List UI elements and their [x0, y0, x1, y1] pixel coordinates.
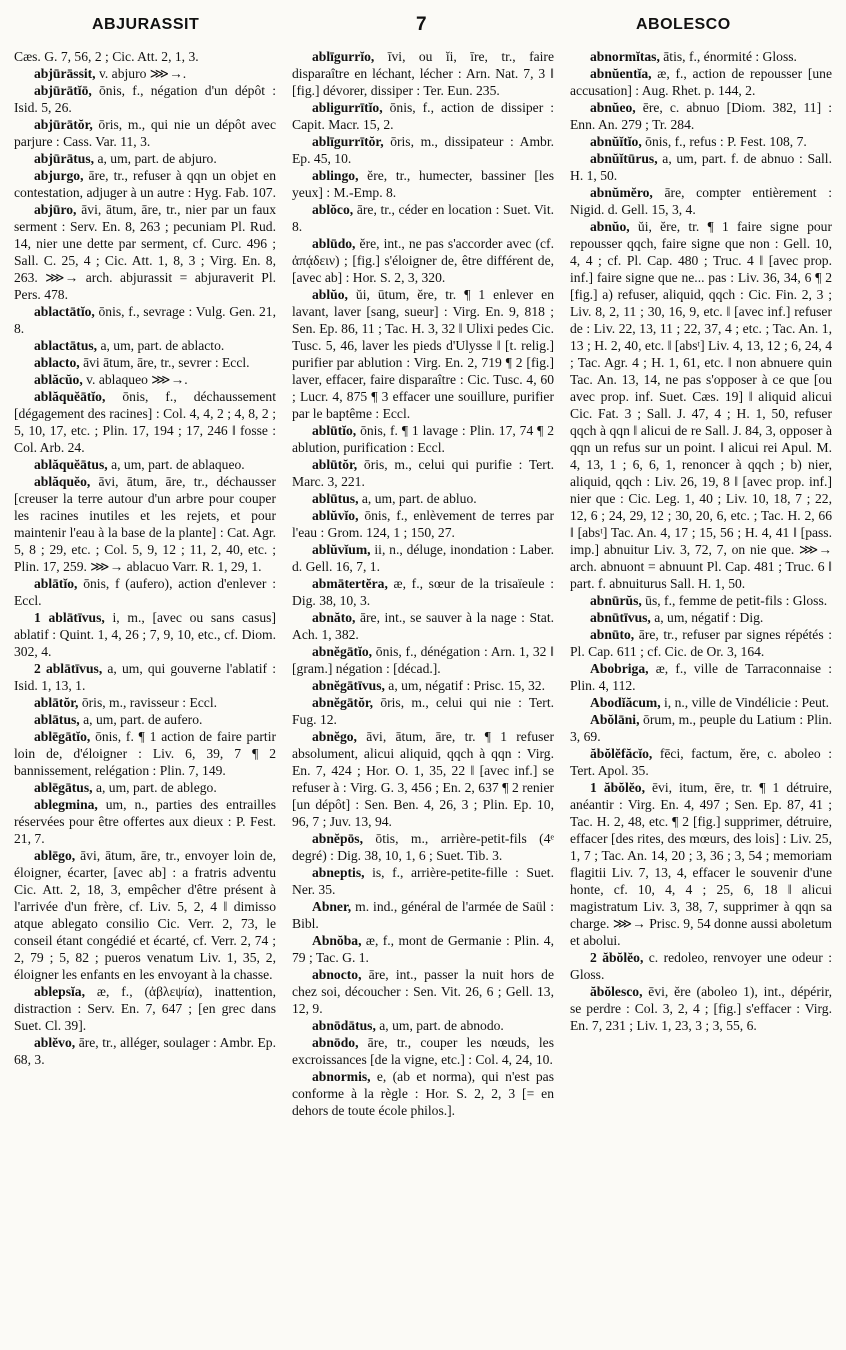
dictionary-entry	[14, 150, 276, 167]
entry-definition: āre, int., se sauver à la nage : Stat. Ach. 1, 382.	[292, 610, 554, 642]
dictionary-entry	[570, 949, 832, 983]
entry-definition: æ, f., (ἀβλεψία), inattention, distraction : Serv. En. 7, 647 ; [en grec dans Suet. Cl. 39].	[14, 984, 276, 1033]
dictionary-entry	[292, 235, 554, 286]
entry-headword: Abnŏba,	[312, 933, 362, 948]
entry-headword: ablātĭo,	[34, 576, 78, 591]
dictionary-entry	[570, 184, 832, 218]
entry-headword: abnormis,	[312, 1069, 371, 1084]
entry-definition: ŭi, ĕre, tr. ¶ 1 faire signe pour repousser qqch, faire signe que non : Gell. 10, 4, 4 ; cf. Pl. Cap. 480 ; Truc. 4 ‖ [avec prop. inf.] faire signe que ne... pas : Liv. 36, 34, 6 ¶ 2 [fig.] a) refuser, aliquid, qqch : Cic. Fin. 2, 3 ; Liv. 8, 2, 11 ; 30, 16, 9, etc. ‖ [avec inf.] refuser de : Liv. 22, 13, 11 ; 22, 37, 4 ; etc. ; Tac. An. 1, 13 ; H. 2, 40, etc. ‖ [absᵗ] Liv. 4, 13, 12 ; 6, 24, 4 ; Tac. Agr. 4 ; H. 1, 61, etc. ‖ non abnuere quin Tac. An. 13, 14, ne pas s'opposer à ce que [ou avec prop. inf. Suet. Cæs. 19] ‖ aliquid alicui Cic. Fat. 3 ; Sall. J. 47, 4 ; H. 1, 50, refuser qqch à qqn ‖ alicui de re Sall. J. 84, 3, opposer à qqn un refus sur un point. ‖ alicui rei Apul. M. 4, 13, 1 ; 6, 6, 1, renoncer à qqch ; b) nier, aliquid, qqch : Liv. 26, 19, 8 ‖ [avec prop. inf.] nier que : Cic. Leg. 1, 40 ; Liv. 10, 18, 7 ; 22, 12, 6 ; 24, 29, 12 ; 30, 20, 6, etc. ; Tac. H. 2, 66 ‖ [absᵗ] Tac. An. 4, 17 ; 15, 56 ; H. 4, 41 ‖ [pass. imp.] abnuitur Liv. 3, 72, 7, on nie que. ⋙→ arch. abnuont = abnuunt Pl. Cap. 481 ; Truc. 6 ‖ part. f. abnuiturus Sall. H. 1, 50.	[570, 219, 832, 591]
dictionary-entry	[292, 1017, 554, 1034]
entry-headword: ablegmina,	[34, 797, 98, 812]
dictionary-entry	[14, 82, 276, 116]
entry-definition: āre, compter entièrement : Nigid. d. Gell. 15, 3, 4.	[570, 185, 832, 217]
dictionary-entry	[292, 286, 554, 422]
entry-definition: ōnis, f (aufero), action d'enlever : Eccl.	[14, 576, 276, 608]
entry-definition: is, f., arrière-petite-fille : Suet. Ner. 35.	[292, 865, 554, 897]
entry-definition: ēvi, ĕre (aboleo 1), int., dépérir, se perdre : Col. 3, 2, 4 ; [fig.] s'effacer : Virg. En. 7, 231 ; Liv. 1, 23, 3 ; 3, 55, 6.	[570, 984, 832, 1033]
entry-definition: a, um, part. de abluo.	[358, 491, 477, 506]
entry-definition: a, um, part. de abjuro.	[94, 151, 217, 166]
entry-definition: a, um, part. de ablaqueo.	[107, 457, 245, 472]
column-right	[570, 48, 832, 1344]
entry-headword: Abobriga,	[590, 661, 649, 676]
entry-headword: ablūtus,	[312, 491, 359, 506]
entry-definition: ŭi, ūtum, ĕre, tr. ¶ 1 enlever en lavant, laver [sang, sueur] : Virg. En. 9, 818 ; Sen. Ep. 86, 11 ; Tac. H. 3, 32 ‖ Ulixi pedes Cic. Tusc. 5, 46, laver les pieds d'Ulysse ‖ [t. relig.] purifier par ablution : Virg. En. 2, 719 ¶ 2 [fig.] laver, effacer, faire disparaître : Cic. Tusc. 4, 60 ; Lucr. 4, 875 ¶ 3 effacer une souillure, purifier par le baptême : Eccl.	[292, 287, 554, 421]
entry-headword: abnōdātus,	[312, 1018, 376, 1033]
entry-headword: ăbŏlesco,	[590, 984, 643, 999]
dictionary-entry	[570, 133, 832, 150]
dictionary-entry	[292, 99, 554, 133]
dictionary-entry	[292, 133, 554, 167]
entry-headword: abnĕgātīvus,	[312, 678, 385, 693]
dictionary-entry	[570, 626, 832, 660]
entry-definition: um, n., parties des entrailles réservées pour être offertes aux dieux : P. Fest. 21, 7.	[14, 797, 276, 846]
entry-headword: abnūto,	[590, 627, 635, 642]
dictionary-entry	[570, 592, 832, 609]
dictionary-entry	[570, 48, 832, 65]
dictionary-entry	[292, 575, 554, 609]
entry-headword: abnĕpōs,	[312, 831, 363, 846]
dictionary-entry	[292, 422, 554, 456]
entry-definition: ōnis, f., déchaussement [dégagement des racines] : Col. 4, 4, 2 ; 4, 8, 2 ; 5, 10, 17, etc. ; Plin. 17, 194 ; 17, 246 ‖ fosse : Col. Arb. 24.	[14, 389, 276, 455]
entry-definition: ōris, m., ravisseur : Eccl.	[78, 695, 217, 710]
entry-headword: abnōdo,	[312, 1035, 359, 1050]
entry-definition: i, n., ville de Vindélicie : Peut.	[660, 695, 830, 710]
entry-headword: ablăquĕātus,	[34, 457, 108, 472]
dictionary-entry	[570, 99, 832, 133]
entry-definition: ōtis, m., arrière-petit-fils (4ᵉ degré) : Dig. 38, 10, 1, 6 ; Suet. Tib. 3.	[292, 831, 554, 863]
dictionary-entry	[14, 456, 276, 473]
entry-headword: ablīgurrĭo,	[312, 49, 375, 64]
dictionary-entry	[292, 609, 554, 643]
entry-headword: abligurrītĭo,	[312, 100, 383, 115]
entry-definition: āvi, ātum, āre, tr., envoyer loin de, éloigner, écarter, [avec ab] : a fratris adventu Cic. Att. 2, 18, 3, empêcher d'être présent à l'arrivée d'un frère, cf. Liv. 5, 2, 4 ‖ dimisso atque ablegato consilio Cic. Verr. 2, 73, le conseil étant congédié et écarté, cf. Verr. 2, 74 ; 2, 79 ; 5, 82 ; pueros venatum Liv. 1, 35, 2, éloigner les enfants en les envoyant à la chasse.	[14, 848, 276, 982]
dictionary-entry	[292, 507, 554, 541]
entry-definition: ōnis, f., sevrage : Vulg. Gen. 21, 8.	[14, 304, 276, 336]
entry-headword: abmātertĕra,	[312, 576, 388, 591]
entry-definition: æ, f., ville de Tarraconnaise : Plin. 4, 112.	[570, 661, 832, 693]
entry-definition: ūs, f., femme de petit-fils : Gloss.	[641, 593, 828, 608]
dictionary-entry	[570, 609, 832, 626]
column-left	[14, 48, 276, 1344]
entry-headword: ablŭo,	[312, 287, 348, 302]
dictionary-entry	[14, 1034, 276, 1068]
entry-definition: ii, n., déluge, inondation : Laber. d. Gell. 16, 7, 1.	[292, 542, 554, 574]
dictionary-entry	[292, 728, 554, 830]
entry-definition: ōnis, f., refus : P. Fest. 108, 7.	[641, 134, 807, 149]
entry-headword: 1 ablātīvus,	[34, 610, 105, 625]
entry-definition: e, (ab et norma), qui n'est pas conforme à la règle : Hor. S. 2, 2, 3 [= en dehors de toute école philos.].	[292, 1069, 554, 1118]
entry-definition: ōnis, f., dénégation : Arn. 1, 32 ‖ [gram.] négation : [décad.].	[292, 644, 554, 676]
entry-definition: c. redoleo, renvoyer une odeur : Gloss.	[570, 950, 832, 982]
entry-headword: abnūtīvus,	[590, 610, 651, 625]
entry-headword: abnŭentĭa,	[590, 66, 652, 81]
entry-headword: ablēgātĭo,	[34, 729, 91, 744]
entry-definition: āre, tr., refuser par signes répétés : Pl. Cap. 611 ; cf. Cic. de Or. 3, 164.	[570, 627, 832, 659]
dictionary-entry	[292, 694, 554, 728]
entry-definition: ĕre, tr., humecter, bassiner [les yeux] : M.-Emp. 8.	[292, 168, 554, 200]
entry-definition: ēvi, itum, ēre, tr. ¶ 1 détruire, anéantir : Virg. En. 4, 497 ; Sen. Ep. 87, 41 ; Tac. H. 2, 48, etc. ¶ 2 [fig.] supprimer, détruire, effacer [des rites, des mœurs, des lois] : Liv. 25, 1, 7 ; Tac. An. 14, 20 ; 3, 36 ; 3, 54 ; memoriam flagitii Liv. 7, 13, 4, effacer le souvenir d'une honte, cf. 10, 4, 4 ; 25, 6, 18 ‖ alicui magistratum Liv. 3, 38, 7, supprimer à qqn sa charge. ⋙→ Prisc. 9, 54 donne aussi aboletum et abolui.	[570, 780, 832, 948]
right-guide-word: ABOLESCO	[636, 16, 731, 33]
entry-headword: abjūrāssit,	[34, 66, 96, 81]
entry-definition: a, um, part. de abnodo.	[375, 1018, 504, 1033]
entry-definition: ōrum, m., peuple du Latium : Plin. 3, 69.	[570, 712, 832, 744]
dictionary-entry	[292, 1068, 554, 1119]
entry-definition: ātis, f., énormité : Gloss.	[659, 49, 797, 64]
entry-headword: abnăto,	[312, 610, 356, 625]
dictionary-entry	[14, 694, 276, 711]
entry-definition: āvi, ātum, āre, tr. ¶ 1 refuser absolument, alicui aliquid, qqch à qqn : Virg. En. 7, 424 ; Hor. O. 1, 35, 22 ‖ [avec inf.] se refuser à : Virg. G. 3, 456 ; En. 2, 637 ¶ 2 renier [un dépôt] : Sen. Ben. 4, 26, 3 ; Plin. Ep. 10, 96, 7 ; Juv. 13, 94.	[292, 729, 554, 829]
dictionary-entry	[570, 694, 832, 711]
dictionary-entry	[570, 65, 832, 99]
dictionary-entry	[14, 337, 276, 354]
entry-definition: āre, tr., céder en location : Suet. Vit. 8.	[292, 202, 554, 234]
entry-headword: ablēgo,	[34, 848, 76, 863]
entry-headword: abjūrātĭō,	[34, 83, 92, 98]
dictionary-entry	[292, 1034, 554, 1068]
dictionary-entry	[14, 354, 276, 371]
entry-definition: a, um, négatif : Dig.	[650, 610, 764, 625]
entry-headword: ablingo,	[312, 168, 359, 183]
entry-definition: æ, f., action de repousser [une accusation] : Aug. Rhet. p. 144, 2.	[570, 66, 832, 98]
dictionary-entry	[292, 541, 554, 575]
entry-headword: Abodĭăcum,	[590, 695, 661, 710]
dictionary-entry	[570, 150, 832, 184]
entry-headword: ablăquĕo,	[34, 474, 91, 489]
dictionary-entry	[570, 779, 832, 949]
entry-definition: ōris, m., qui nie un dépôt avec parjure : Cass. Var. 11, 3.	[14, 117, 276, 149]
dictionary-entry	[292, 932, 554, 966]
dictionary-entry	[292, 201, 554, 235]
entry-headword: ablūtŏr,	[312, 457, 358, 472]
entry-headword: ablŭvĭum,	[312, 542, 371, 557]
dictionary-entry	[14, 201, 276, 303]
entry-headword: abnŭĭtĭo,	[590, 134, 642, 149]
entry-definition: a, um, qui gouverne l'ablatif : Isid. 1, 13, 1.	[14, 661, 276, 693]
entry-headword: abnĕgātĭo,	[312, 644, 373, 659]
entry-headword: abnūrŭs,	[590, 593, 642, 608]
entry-definition: āvi ātum, āre, tr., sevrer : Eccl.	[79, 355, 250, 370]
entry-definition: āre, tr., alléger, soulager : Ambr. Ep. 68, 3.	[14, 1035, 276, 1067]
entry-definition: v. ablaqueo ⋙→.	[82, 372, 188, 387]
entry-definition: āre, int., passer la nuit hors de chez soi, découcher : Sen. Vit. 26, 6 ; Gell. 13, 12, 9.	[292, 967, 554, 1016]
dictionary-entry	[14, 779, 276, 796]
dictionary-entry	[292, 167, 554, 201]
entry-definition: a, um, part. de ablacto.	[97, 338, 225, 353]
dictionary-entry	[292, 48, 554, 99]
entry-headword: abnocto,	[312, 967, 362, 982]
entry-definition: īvi, ou ĭi, īre, tr., faire disparaître en léchant, lécher : Arn. Nat. 7, 3 ‖ [fig.] dévorer, dissiper : Ter. Eun. 235.	[292, 49, 554, 98]
entry-headword: abnŭo,	[590, 219, 630, 234]
entry-headword: ablactātus,	[34, 338, 98, 353]
left-guide-word: ABJURASSIT	[92, 16, 200, 33]
entry-headword: abjūrātŏr,	[34, 117, 93, 132]
entry-headword: 1 ăbŏlĕo,	[590, 780, 645, 795]
dictionary-entry	[14, 473, 276, 575]
dictionary-entry	[292, 490, 554, 507]
entry-headword: ablactātĭo,	[34, 304, 95, 319]
entry-definition: a, um, part. de aufero.	[79, 712, 203, 727]
entry-headword: Abŏlāni,	[590, 712, 640, 727]
entry-definition: æ, f., sœur de la trisaïeule : Dig. 38, 10, 3.	[292, 576, 554, 608]
entry-definition: ōnis, f., enlèvement de terres par l'eau : Grom. 124, 1 ; 150, 27.	[292, 508, 554, 540]
entry-definition: ōris, m., celui qui purifie : Tert. Marc. 3, 221.	[292, 457, 554, 489]
entry-headword: ablepsĭa,	[34, 984, 85, 999]
entry-headword: abnormĭtas,	[590, 49, 660, 64]
dictionary-entry	[570, 660, 832, 694]
dictionary-entry	[570, 745, 832, 779]
entry-headword: abnĕgātŏr,	[312, 695, 374, 710]
entry-headword: abnŭĭtūrus,	[590, 151, 658, 166]
entry-definition: ōnis, f., action de dissiper : Capit. Macr. 15, 2.	[292, 100, 554, 132]
dictionary-entry	[292, 456, 554, 490]
entry-headword: Abner,	[312, 899, 352, 914]
entry-headword: abjūro,	[34, 202, 77, 217]
dictionary-entry	[14, 847, 276, 983]
dictionary-entry	[14, 388, 276, 456]
entry-headword: abnŭmĕro,	[590, 185, 653, 200]
entry-definition: a, um, négatif : Prisc. 15, 32.	[384, 678, 545, 693]
entry-headword: abnĕgo,	[312, 729, 357, 744]
entry-headword: 2 ăbŏlĕo,	[590, 950, 644, 965]
entry-headword: ablacto,	[34, 355, 80, 370]
entry-definition: fēci, factum, ĕre, c. aboleo : Tert. Apol. 35.	[570, 746, 832, 778]
entry-definition: ōnis, f., négation d'un dépôt : Isid. 5, 26.	[14, 83, 276, 115]
dictionary-entry	[292, 898, 554, 932]
entry-headword: ablātus,	[34, 712, 80, 727]
entry-headword: ablīgurrītŏr,	[312, 134, 384, 149]
entry-headword: abjūrātus,	[34, 151, 95, 166]
entry-definition: ōris, m., celui qui nie : Tert. Fug. 12.	[292, 695, 554, 727]
dictionary-entry	[14, 116, 276, 150]
dictionary-entry	[14, 711, 276, 728]
page-number: 7	[416, 14, 428, 35]
dictionary-entry	[14, 660, 276, 694]
column-middle	[292, 48, 554, 1344]
entry-headword: ablĕvo,	[34, 1035, 76, 1050]
entry-headword: ablŭvĭo,	[312, 508, 359, 523]
entry-definition: ōris, m., dissipateur : Ambr. Ep. 45, 10.	[292, 134, 554, 166]
entry-definition: Cæs. G. 7, 56, 2 ; Cic. Att. 2, 1, 3.	[14, 49, 199, 64]
dictionary-entry	[14, 609, 276, 660]
dictionary-entry	[14, 796, 276, 847]
dictionary-entry	[570, 711, 832, 745]
entry-definition: ēre, c. abnuo [Diom. 382, 11] : Enn. An. 279 ; Tr. 284.	[570, 100, 832, 132]
entry-headword: ablūtĭo,	[312, 423, 357, 438]
dictionary-entry	[14, 48, 276, 65]
entry-headword: 2 ablātīvus,	[34, 661, 103, 676]
entry-definition: a, um, part. de ablego.	[92, 780, 217, 795]
entry-headword: ablūdo,	[312, 236, 356, 251]
entry-definition: a, um, part. f. de abnuo : Sall. H. 1, 50.	[570, 151, 832, 183]
dictionary-entry	[292, 677, 554, 694]
entry-definition: āre, tr., couper les nœuds, les excroissances [de la vigne, etc.] : Col. 4, 24, 10.	[292, 1035, 554, 1067]
entry-definition: v. abjuro ⋙→.	[95, 66, 187, 81]
entry-definition: āvi, ātum, āre, tr., nier par un faux serment : Serv. En. 8, 263 ; pecuniam Pl. Rud. 14, nier une dette par serment, cf. Curc. 496 ; Sall. C. 25, 4 ; Cic. Att. 1, 8, 3 ; Virg. En. 8, 263. ⋙→ arch. abjurassit = abjuraverit Pl. Pers. 478.	[14, 202, 276, 302]
dictionary-entry	[292, 830, 554, 864]
dictionary-entry	[14, 728, 276, 779]
entry-columns	[14, 48, 832, 1344]
entry-definition: āvi, ātum, āre, tr., déchausser [creuser la terre autour d'un arbre pour couper les racines inutiles et les rejets, et pour maintenir l'eau à la base de la plante] : Cat. Agr. 5, 8 ; 29, etc. ; Col. 5, 9, 12 ; 11, 2, 40, etc. ; Plin. 17, 259. ⋙→ ablacuo Varr. R. 1, 29, 1.	[14, 474, 276, 574]
dictionary-entry	[292, 643, 554, 677]
dictionary-entry	[14, 575, 276, 609]
entry-definition: m. ind., général de l'armée de Saül : Bibl.	[292, 899, 554, 931]
dictionary-entry	[292, 966, 554, 1017]
dictionary-entry	[292, 864, 554, 898]
entry-headword: ablŏco,	[312, 202, 354, 217]
entry-headword: abjurgo,	[34, 168, 84, 183]
entry-definition: ĕre, int., ne pas s'accorder avec (cf. ἀπᾴδειν) ; [fig.] s'éloigner de, être différent de, [avec ab] : Hor. S. 2, 3, 320.	[292, 236, 554, 285]
entry-headword: ăbŏlĕfăcĭo,	[590, 746, 653, 761]
dictionary-entry	[570, 983, 832, 1034]
entry-definition: āre, tr., refuser à qqn un objet en contestation, adjuger à un autre : Hyg. Fab. 107.	[14, 168, 276, 200]
page-header	[0, 0, 846, 44]
dictionary-entry	[14, 303, 276, 337]
dictionary-entry	[14, 371, 276, 388]
entry-definition: ōnis, f. ¶ 1 lavage : Plin. 17, 74 ¶ 2 ablution, purification : Eccl.	[292, 423, 554, 455]
entry-headword: ablăquĕātĭo,	[34, 389, 106, 404]
dictionary-entry	[570, 218, 832, 592]
entry-definition: i, m., [avec ou sans casus] ablatif : Quint. 1, 4, 26 ; 7, 9, 10, etc., cf. Diom. 302, 4.	[14, 610, 276, 659]
dictionary-entry	[14, 65, 276, 82]
entry-definition: æ, f., mont de Germanie : Plin. 4, 79 ; Tac. G. 1.	[292, 933, 554, 965]
entry-headword: ablăcŭo,	[34, 372, 83, 387]
entry-headword: abnŭeo,	[590, 100, 636, 115]
dictionary-entry	[14, 167, 276, 201]
dictionary-entry	[14, 983, 276, 1034]
entry-headword: abneptis,	[312, 865, 365, 880]
entry-headword: ablēgātus,	[34, 780, 93, 795]
entry-headword: ablātŏr,	[34, 695, 79, 710]
entry-definition: ōnis, f. ¶ 1 action de faire partir loin de, d'éloigner : Liv. 6, 39, 7 ¶ 2 bannissement, relégation : Plin. 7, 149.	[14, 729, 276, 778]
